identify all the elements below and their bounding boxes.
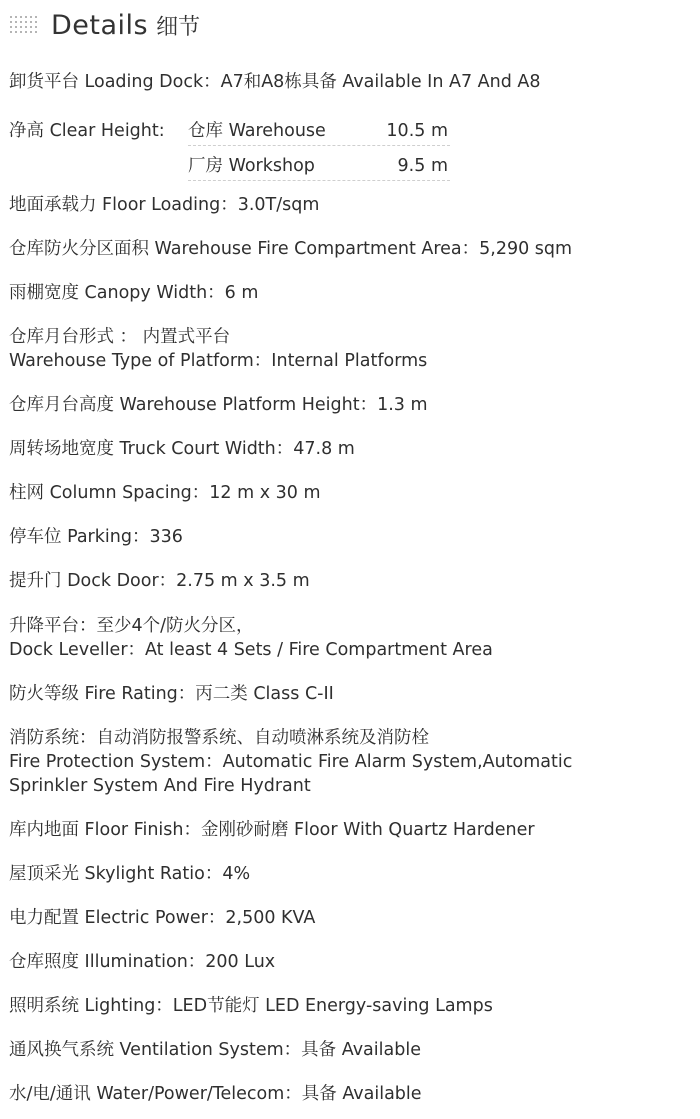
loading-dock-line: 卸货平台 Loading Dock：A7和A8栋具备 Available In A7 And A8	[9, 72, 541, 92]
platform-type-en: Warehouse Type of Platform：Internal Platforms	[9, 351, 428, 371]
fire-protection-en-2: Sprinkler System And Fire Hydrant	[9, 776, 311, 796]
fire-protection-cn: 消防系统：自动消防报警系统、自动喷淋系统及消防栓	[9, 728, 429, 748]
clear-height-warehouse-name: 仓库 Warehouse	[188, 121, 326, 141]
ventilation-line: 通风换气系统 Ventilation System：具备 Available	[9, 1040, 421, 1060]
dot-grid-icon	[9, 14, 39, 36]
details-header	[9, 8, 200, 42]
skylight-line: 屋顶采光 Skylight Ratio：4%	[9, 864, 251, 884]
floor-finish-line: 库内地面 Floor Finish：金刚砂耐磨 Floor With Quartz Hardener	[9, 820, 535, 840]
electric-power-line: 电力配置 Electric Power：2,500 KVA	[9, 908, 316, 928]
dock-door-line: 提升门 Dock Door：2.75 m x 3.5 m	[9, 571, 310, 591]
fire-protection-en-1: Fire Protection System：Automatic Fire Alarm System,Automatic	[9, 752, 573, 772]
canopy-width-line: 雨棚宽度 Canopy Width：6 m	[9, 283, 259, 303]
clear-height-warehouse-value: 10.5 m	[386, 121, 448, 141]
water-power-telecom-line: 水/电/通讯 Water/Power/Telecom：具备 Available	[9, 1084, 422, 1104]
lighting-line: 照明系统 Lighting：LED节能灯 LED Energy-saving Lamps	[9, 996, 493, 1016]
platform-height-line: 仓库月台高度 Warehouse Platform Height：1.3 m	[9, 395, 428, 415]
fire-compartment-line: 仓库防火分区面积 Warehouse Fire Compartment Area：5,290 sqm	[9, 239, 573, 259]
page-title-cn: 细节	[156, 14, 201, 40]
illumination-line: 仓库照度 Illumination：200 Lux	[9, 952, 276, 972]
platform-type-block	[9, 325, 427, 373]
fire-rating-line: 防火等级 Fire Rating：丙二类 Class C-II	[9, 684, 334, 704]
clear-height-label: 净高 Clear Height:	[9, 121, 165, 141]
clear-height-workshop-name: 厂房 Workshop	[188, 156, 315, 176]
column-spacing-line: 柱网 Column Spacing：12 m x 30 m	[9, 483, 321, 503]
dock-leveller-en: Dock Leveller：At least 4 Sets / Fire Compartment Area	[9, 640, 493, 660]
clear-height-workshop-value: 9.5 m	[397, 156, 448, 176]
clear-height-workshop-row	[188, 154, 450, 181]
truck-court-line: 周转场地宽度 Truck Court Width：47.8 m	[9, 439, 355, 459]
fire-protection-block	[9, 726, 572, 798]
dock-leveller-block	[9, 614, 493, 662]
page-title: Details	[51, 9, 149, 41]
parking-line: 停车位 Parking：336	[9, 527, 183, 547]
clear-height-warehouse-row	[188, 119, 450, 146]
dock-leveller-cn: 升降平台：至少4个/防火分区，	[9, 616, 254, 636]
floor-loading-line: 地面承载力 Floor Loading：3.0T/sqm	[9, 195, 320, 215]
platform-type-cn: 仓库月台形式 ： 内置式平台	[9, 327, 231, 347]
